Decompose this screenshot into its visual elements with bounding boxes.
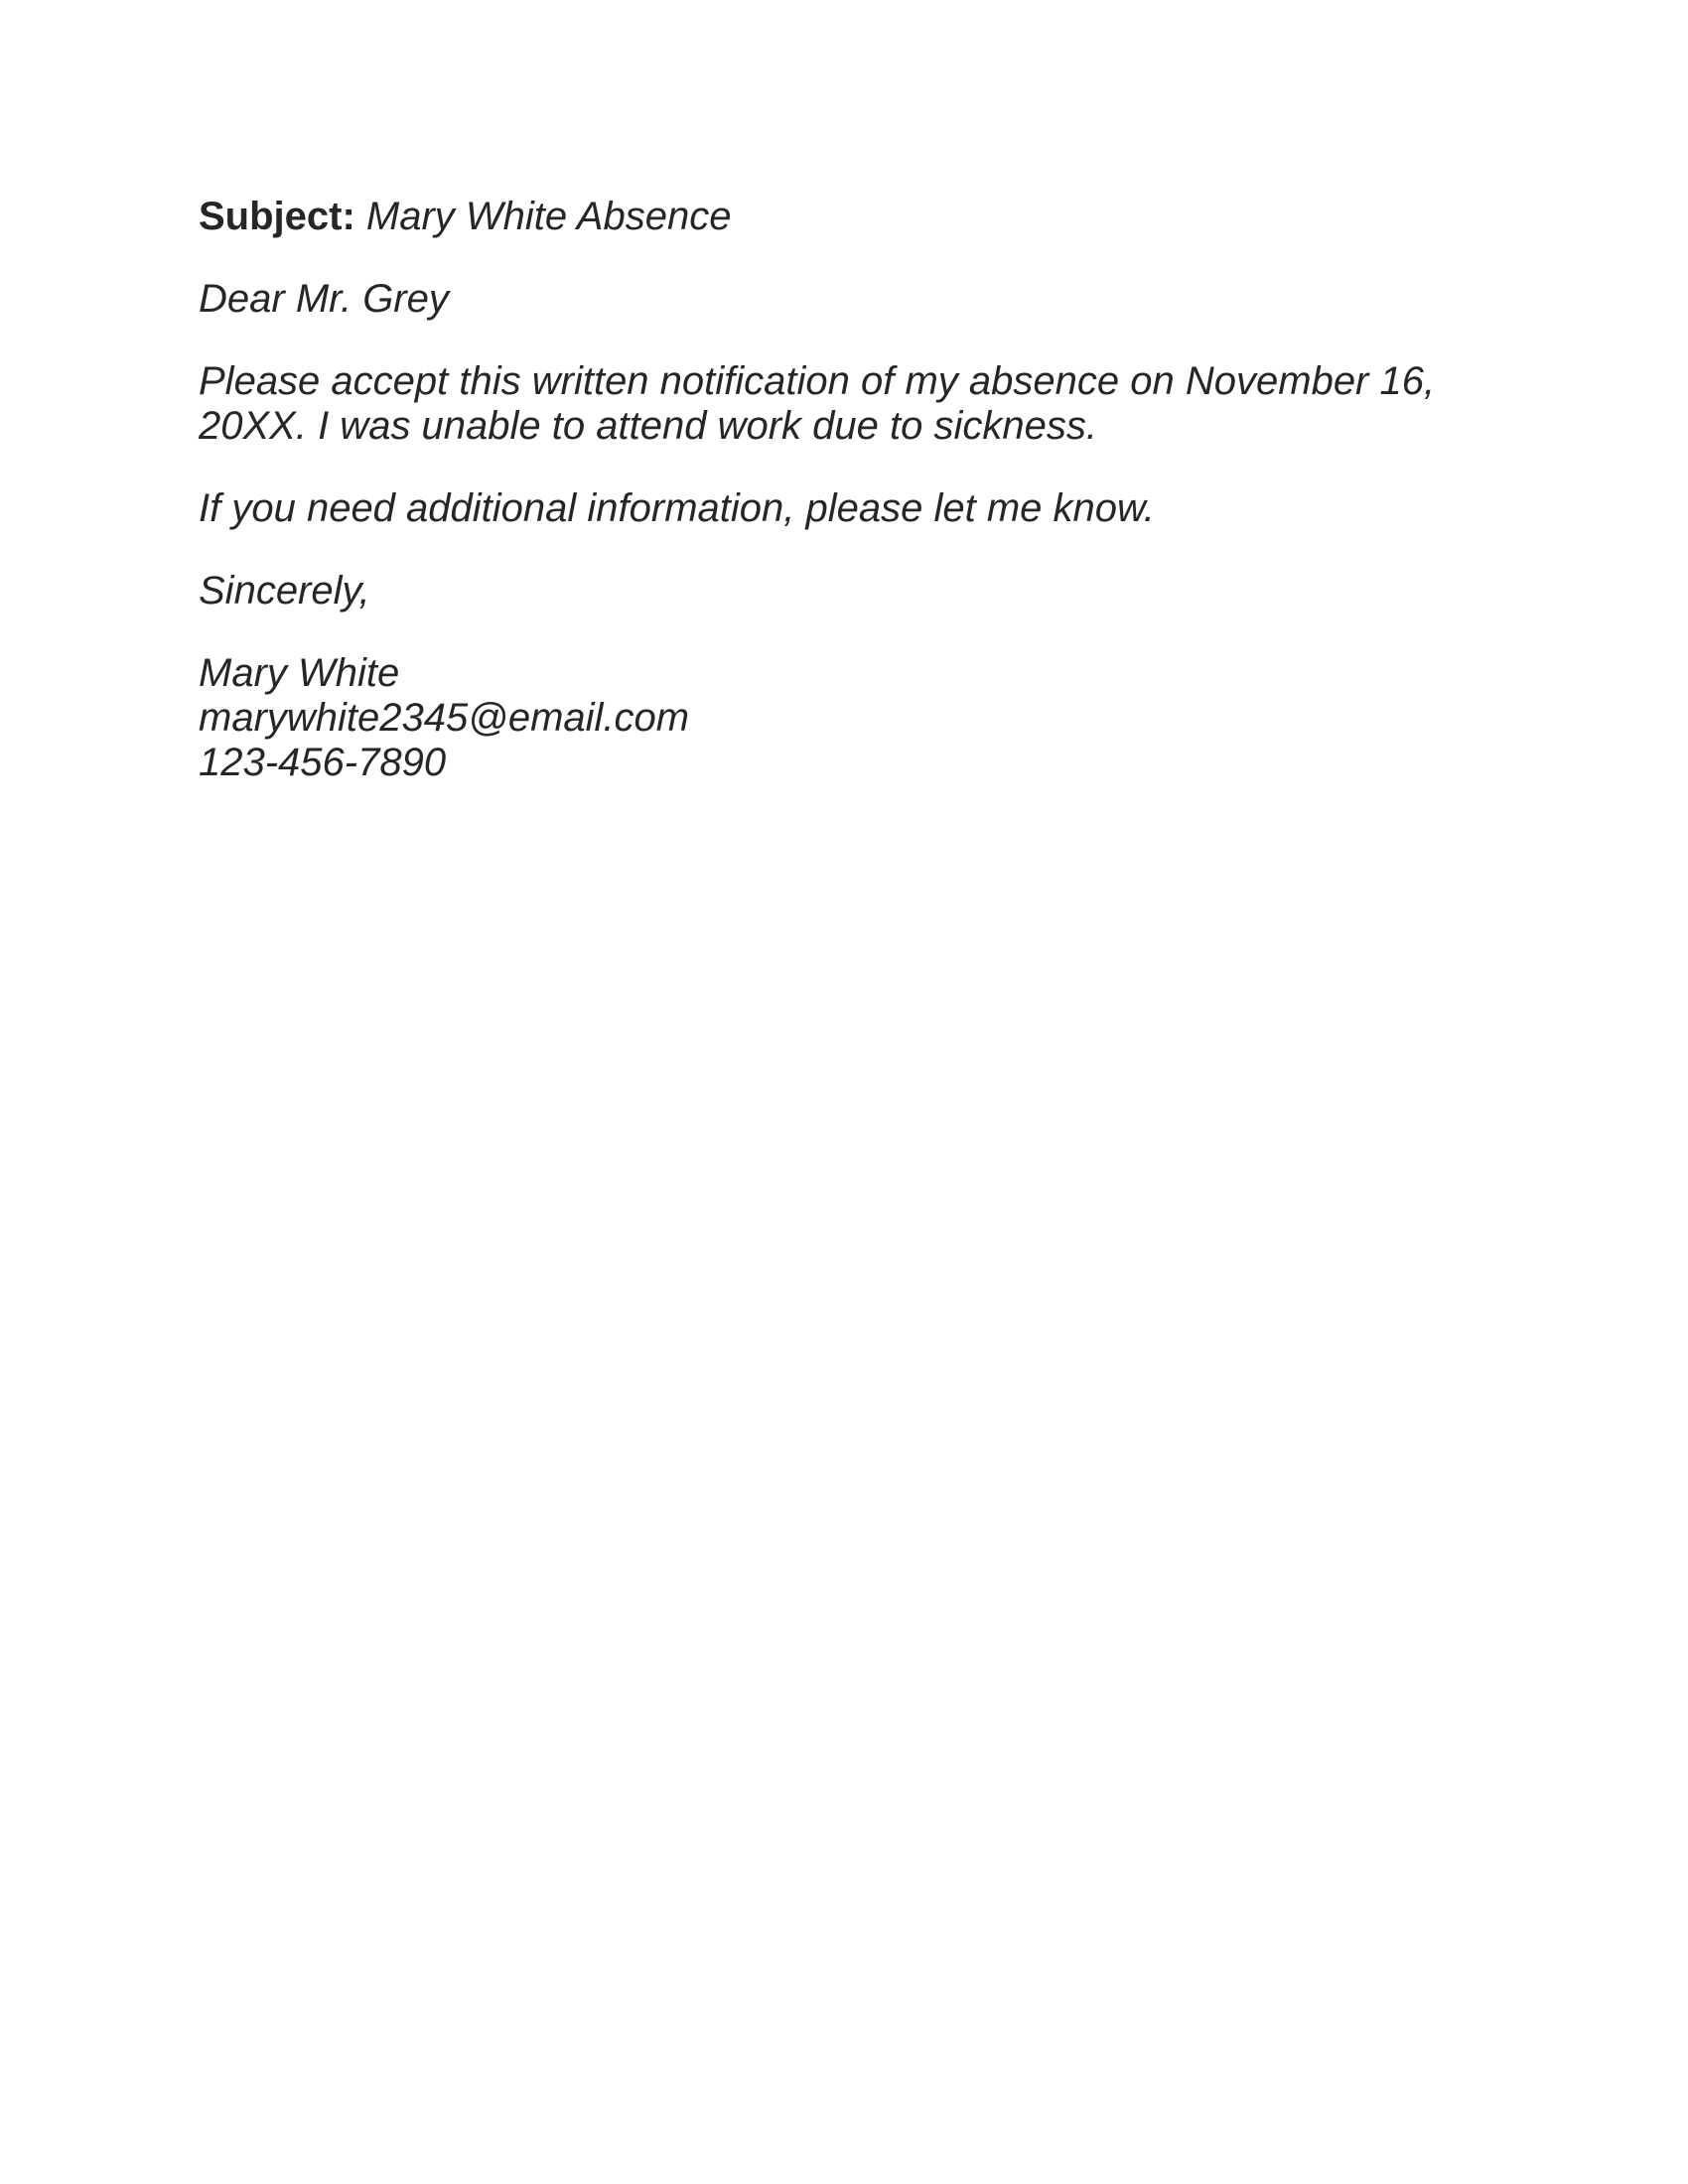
- body-paragraph-2: If you need additional information, please let me know.: [199, 486, 1155, 530]
- subject-value: Mary White Absence: [365, 195, 732, 238]
- signature-block: [199, 651, 1489, 785]
- body-paragraph-1-line-2: 20XX. I was unable to attend work due to sickness.: [199, 404, 1097, 448]
- subject-label: Subject:: [199, 195, 355, 238]
- signature-name: Mary White: [199, 651, 400, 695]
- signature-phone: 123-456-7890: [199, 741, 447, 784]
- body-paragraph-1-line-1: Please accept this written notification of my absence on November 16,: [199, 359, 1436, 403]
- signature-email: marywhite2345@email.com: [199, 696, 690, 740]
- closing: Sincerely,: [199, 569, 370, 613]
- body-paragraph-1: [199, 359, 1489, 449]
- subject-line: [199, 195, 1489, 239]
- salutation: Dear Mr. Grey: [199, 277, 449, 321]
- letter-body: [199, 195, 1489, 823]
